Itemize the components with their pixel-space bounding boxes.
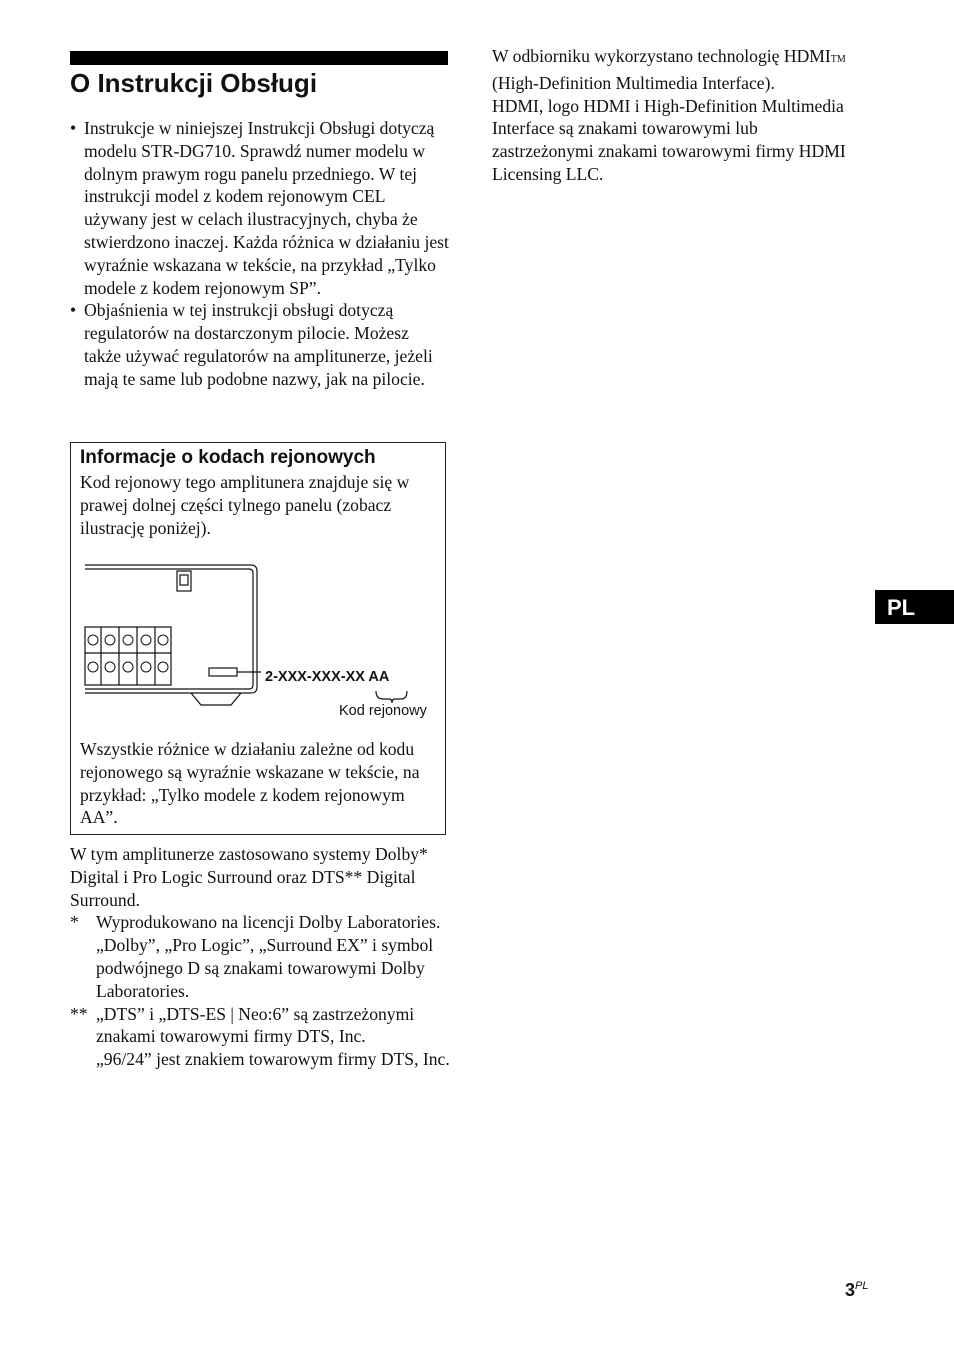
region-box-heading: Informacje o kodach rejonowych (80, 447, 376, 468)
dolby-intro: W tym amplitunerze zastosowano systemy Dolby* Digital i Pro Logic Surround oraz DTS** Digital Surround. (70, 844, 428, 910)
dolby-dts-section (70, 843, 450, 1071)
page-number-value: 3 (845, 1280, 856, 1300)
footnote-line: Wyprodukowano na licencji Dolby Laboratories. (96, 912, 441, 933)
hdmi-paragraph (492, 45, 862, 95)
intro-bullet-list (70, 117, 450, 391)
trademark-sign: TM (830, 54, 846, 65)
hdmi-section (492, 45, 862, 186)
footnote-line: „Dolby”, „Pro Logic”, „Surround EX” i symbol podwójnego D są znakami towarowymi Dolby Laboratories. (96, 935, 434, 1001)
rear-panel-illustration (71, 553, 447, 728)
page-number-suffix: PL (855, 1280, 869, 1292)
footnote-line: „96/24” jest znakiem towarowym firmy DTS, Inc. (96, 1049, 450, 1070)
page-number (845, 1280, 868, 1301)
region-box-note: Wszystkie różnice w działaniu zależne od kodu rejonowego są wyraźnie wskazane w tekście, na przykład: „Tylko modele z kodem rejonowym AA”. (80, 739, 420, 828)
footnote-dts (70, 1003, 450, 1071)
bullet-item: • Instrukcje w niniejszej Instrukcji Obsługi dotyczą modelu STR-DG710. Sprawdź numer modelu w dolnym prawym rogu panelu przedniego. W tej instrukcji model z kodem rejonowym CEL używany jest w celach ilustracyjnych, chyba że stwierdzono inaczej. Każda różnica w działaniu jest wyraźnie wskazana w tekście, na przykład „Tylko modele z kodem rejonowym SP”. (70, 117, 450, 299)
footnote-marker: ** (70, 1003, 88, 1024)
footnote-line: „DTS” i „DTS-ES | Neo:6” są zastrzeżonymi znakami towarowymi firmy DTS, Inc. (96, 1003, 415, 1047)
title-rule (70, 51, 448, 65)
region-code-caption: Kod rejonowy (339, 703, 427, 719)
region-code-box (70, 442, 446, 835)
region-box-intro: Kod rejonowy tego amplitunera znajduje się w prawej dolnej części tylnego panelu (zobacz ilustrację poniżej). (80, 472, 410, 538)
footnote-marker: * (70, 912, 79, 933)
language-tab: PL (875, 590, 954, 624)
hdmi-trademark-paragraph: HDMI, logo HDMI i High-Definition Multimedia Interface są znakami towarowymi lub zastrzeżonymi znakami towarowymi firmy HDMI Licensing LLC. (492, 95, 846, 184)
hdmi-text: (High-Definition Multimedia Interface). (492, 72, 775, 93)
bullet-item: • Objaśnienia w tej instrukcji obsługi dotyczą regulatorów na dostarczonym pilocie. Możesz także używać regulatorów na amplitunerze, jeżeli mają te same lub podobne nazwy, jak na pilocie. (70, 299, 450, 390)
footnote-dolby (70, 911, 450, 1002)
hdmi-text: W odbiorniku wykorzystano technologię HDMI (492, 46, 831, 66)
page-title: O Instrukcji Obsługi (70, 68, 318, 98)
region-code-label: 2-XXX-XXX-XX AA (265, 669, 390, 685)
